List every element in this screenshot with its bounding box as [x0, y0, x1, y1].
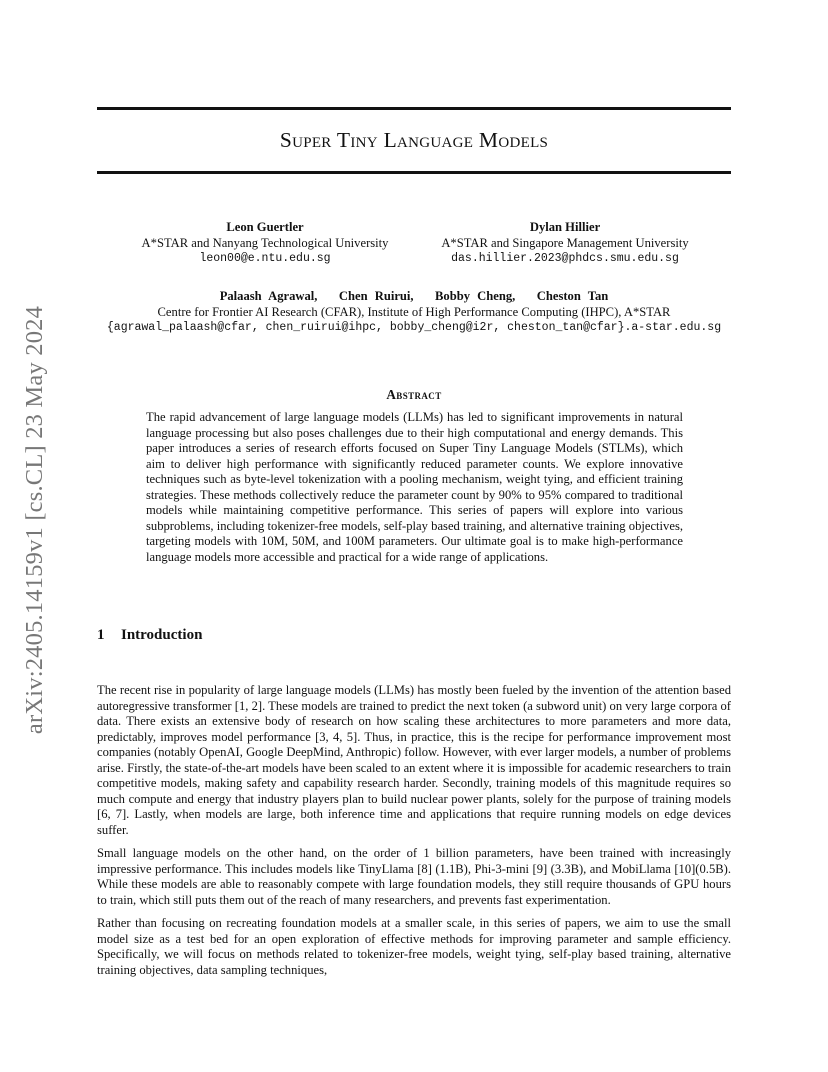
abstract-text: The rapid advancement of large language models (LLMs) has led to significant improvements in natural language processing but also poses challenges due to their high computational and energy demands. This paper introduces a series of research efforts focused on Super Tiny Language Models (STLMs), which aim to deliver high performance with significantly reduced parameter counts. We explore innovative techniques such as byte-level tokenization with a pooling mechanism, weight tying, and efficient training strategies. These methods collectively reduce the parameter count by 90% to 95% compared to traditional models while maintaining competitive performance. This series of papers will explore into various subproblems, including tokenizer-free models, self-play based training, and alternative training objectives, targeting models with 10M, 50M, and 100M parameters. Our ultimate goal is to make high-performance language models more accessible and practical for a wide range of applications. — [146, 410, 683, 564]
title-rule-top — [97, 107, 731, 110]
author-block-1 — [120, 220, 410, 267]
abstract-heading: Abstract — [386, 387, 442, 402]
author-email: das.hillier.2023@phdcs.smu.edu.sg — [451, 252, 679, 265]
section-title: Introduction — [121, 627, 203, 643]
title-rule-bottom — [97, 171, 731, 174]
section-body — [97, 683, 731, 986]
author-block-2 — [420, 220, 710, 267]
author-affiliation: A*STAR and Nanyang Technological University — [141, 235, 389, 250]
author-block-group — [90, 289, 738, 336]
author-name: Dylan Hillier — [529, 220, 601, 234]
arxiv-stamp — [18, 280, 52, 760]
section-heading — [97, 627, 202, 644]
author-email: leon00@e.ntu.edu.sg — [199, 252, 331, 265]
paragraph: Rather than focusing on recreating foundation models at a smaller scale, in this series of papers, we aim to use the small model size as a test bed for an open exploration of effective methods for improving parameter and sample efficiency. Specifically, we will focus on methods related to tokenizer-free models, weight tying, self-play based training, alternative training objectives, data sampling techniques, — [97, 916, 731, 977]
paragraph: The recent rise in popularity of large language models (LLMs) has mostly been fueled by the invention of the attention based autoregressive transformer [1, 2]. These models are trained to predict the next token (a subword unit) on very large corpora of data. There exists an extensive body of research on how scaling these architectures to more parameters and more data, predictably, improves model performance [3, 4, 5]. Thus, in practice, this is the recipe for performance improvement most companies (notably OpenAI, Google DeepMind, Anthropic) follow. However, with ever larger models, a number of problems arise. Firstly, the state-of-the-art models have been scaled to an extent where it is impossible for academic researchers to train competitive models, making safety and capability research harder. Secondly, training models of this magnitude requires so much compute and energy that industry players plan to build nuclear power plants, solely for the purpose of training models [6, 7]. Lastly, when models are large, both inference time and applications that require running models on edge devices suffer. — [97, 683, 731, 837]
group-author-names: Palaash Agrawal, Chen Ruirui, Bobby Cheng, Cheston Tan — [219, 289, 609, 303]
paragraph: Small language models on the other hand, on the order of 1 billion parameters, have been trained with increasingly impressive performance. This includes models like TinyLlama [8] (1.1B), Phi-3-mini [9] (3.3B), and MobiLlama [10](0.5B). While these models are able to reasonably compete with large foundation models, they still require thousands of GPU hours to train, which still puts them out of the reach of many researchers, and prevents fast experimentation. — [97, 846, 731, 907]
paper-title: Super Tiny Language Models — [279, 128, 549, 152]
author-name: Leon Guertler — [226, 220, 304, 234]
group-affiliation: Centre for Frontier AI Research (CFAR), Institute of High Performance Computing (IHPC), A*STAR — [157, 304, 671, 319]
section-number: 1 — [97, 627, 105, 643]
arxiv-stamp-text: arXiv:2405.14159v1 [cs.CL] 23 May 2024 — [21, 305, 48, 735]
group-emails: {agrawal_palaash@cfar, chen_ruirui@ihpc, bobby_cheng@i2r, cheston_tan@cfar}.a-star.edu.sg — [106, 321, 722, 334]
author-affiliation: A*STAR and Singapore Management University — [441, 235, 689, 250]
